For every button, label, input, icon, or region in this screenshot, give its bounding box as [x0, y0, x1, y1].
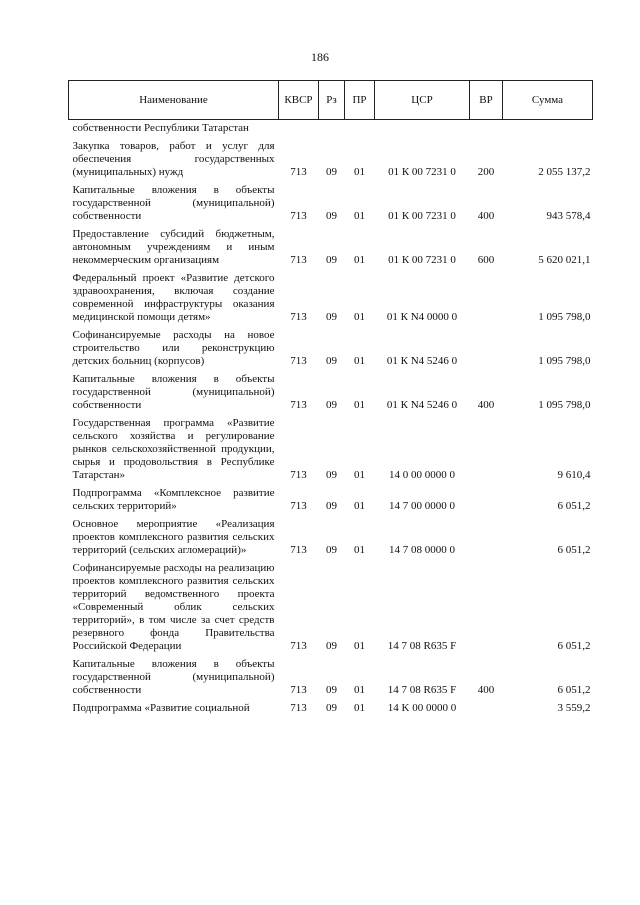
cell-csr: 14 K 00 0000 0	[387, 702, 457, 714]
cell-sum: 2 055 137,2	[538, 166, 591, 178]
table-body	[69, 120, 593, 719]
cell-sum: 5 620 021,1	[538, 254, 591, 266]
cell-csr: 14 0 00 0000 0	[389, 469, 455, 481]
table-row	[69, 270, 593, 327]
cell-rz: 09	[326, 311, 337, 323]
cell-csr	[375, 120, 470, 139]
cell-kvsr: 713	[290, 254, 307, 266]
cell-rz: 09	[326, 210, 337, 222]
cell-kvsr: 713	[290, 166, 307, 178]
header-sum: Сумма	[503, 81, 593, 120]
table-row	[69, 700, 593, 718]
table-row	[69, 182, 593, 226]
cell-rz: 09	[326, 254, 337, 266]
cell-rz	[319, 120, 345, 139]
cell-kvsr: 713	[290, 469, 307, 481]
header-pr: ПР	[345, 81, 375, 120]
cell-csr: 01 К 00 7231 0	[388, 166, 456, 178]
cell-name: Основное мероприятие «Реализация проектов комплексного развития сельских территорий (сельских агломераций)»	[72, 518, 275, 556]
table-row	[69, 138, 593, 182]
cell-sum: 3 559,2	[557, 702, 591, 714]
cell-pr: 01	[354, 684, 365, 696]
cell-vr: 400	[477, 210, 495, 222]
cell-csr: 14 7 00 0000 0	[389, 500, 455, 512]
cell-name: Софинансируемые расходы на новое строительство или реконструкцию детских больниц (корпусов)	[72, 329, 275, 367]
cell-name: Федеральный проект «Развитие детского здравоохранения, включая создание современной инфраструктуры оказания медицинской помощи детям»	[72, 272, 275, 323]
table-header-row	[69, 81, 593, 120]
cell-csr: 01 К 00 7231 0	[388, 210, 456, 222]
cell-vr	[470, 120, 503, 139]
cell-name: Подпрограмма «Комплексное развитие сельских территорий»	[72, 487, 275, 512]
cell-vr: 400	[477, 399, 495, 411]
cell-rz: 09	[326, 399, 337, 411]
cell-vr	[470, 485, 503, 516]
cell-pr: 01	[354, 399, 365, 411]
cell-name: Подпрограмма «Развитие социальной	[72, 702, 250, 714]
cell-kvsr: 713	[290, 399, 307, 411]
cell-name: Закупка товаров, работ и услуг для обеспечения государственных (муниципальных) нужд	[72, 140, 275, 178]
table-row	[69, 226, 593, 270]
cell-rz: 09	[326, 702, 337, 714]
cell-sum: 6 051,2	[557, 544, 591, 556]
cell-sum: 1 095 798,0	[538, 399, 591, 411]
cell-rz: 09	[326, 469, 337, 481]
cell-pr: 01	[354, 311, 365, 323]
table-row	[69, 120, 593, 139]
cell-vr	[470, 415, 503, 485]
cell-sum: 6 051,2	[557, 500, 591, 512]
cell-csr: 01 К N4 5246 0	[386, 399, 458, 411]
table-row	[69, 516, 593, 560]
cell-pr: 01	[354, 355, 365, 367]
cell-name: Капитальные вложения в объекты государственной (муниципальной) собственности	[72, 373, 275, 411]
cell-csr: 01 К N4 0000 0	[386, 311, 458, 323]
header-name: Наименование	[69, 81, 279, 120]
cell-kvsr: 713	[290, 210, 307, 222]
cell-pr: 01	[354, 702, 365, 714]
header-rz: Рз	[319, 81, 345, 120]
cell-vr	[470, 560, 503, 656]
cell-csr: 14 7 08 0000 0	[389, 544, 455, 556]
cell-vr: 400	[477, 684, 495, 696]
cell-pr: 01	[354, 500, 365, 512]
cell-kvsr: 713	[290, 500, 307, 512]
table-row	[69, 656, 593, 700]
cell-vr: 200	[477, 166, 495, 178]
table-row	[69, 371, 593, 415]
cell-sum: 6 051,2	[557, 640, 591, 652]
cell-kvsr: 713	[290, 355, 307, 367]
cell-kvsr: 713	[290, 311, 307, 323]
cell-kvsr: 713	[290, 544, 307, 556]
cell-rz: 09	[326, 544, 337, 556]
cell-name: Предоставление субсидий бюджетным, автономным учреждениям и иным некоммерческим организациям	[72, 228, 275, 266]
table-row	[69, 415, 593, 485]
cell-pr: 01	[354, 166, 365, 178]
cell-pr: 01	[354, 210, 365, 222]
cell-csr: 01 К N4 5246 0	[386, 355, 458, 367]
cell-pr: 01	[354, 254, 365, 266]
cell-vr: 600	[477, 254, 495, 266]
cell-sum: 1 095 798,0	[538, 355, 591, 367]
table-row	[69, 327, 593, 371]
cell-sum	[503, 120, 593, 139]
cell-csr: 01 К 00 7231 0	[388, 254, 456, 266]
cell-csr: 14 7 08 R635 F	[387, 684, 457, 696]
cell-name: Государственная программа «Развитие сельского хозяйства и регулирование рынков сельскохозяйственной продукции, сырья и продовольствия в Республике Татарстан»	[72, 417, 275, 481]
cell-kvsr	[279, 120, 319, 139]
cell-kvsr: 713	[290, 702, 307, 714]
cell-sum: 943 578,4	[546, 210, 591, 222]
cell-sum: 6 051,2	[557, 684, 591, 696]
cell-rz: 09	[326, 684, 337, 696]
cell-vr	[470, 700, 503, 718]
cell-rz: 09	[326, 166, 337, 178]
cell-vr	[470, 270, 503, 327]
cell-name: Софинансируемые расходы на реализацию проектов комплексного развития сельских территорий ведомственного проекта «Современный облик сельских территорий», в том числе за счет средств резервного фонда Правительства Российской Федерации	[72, 562, 275, 652]
cell-pr: 01	[354, 469, 365, 481]
cell-kvsr: 713	[290, 640, 307, 652]
header-csr: ЦСР	[375, 81, 470, 120]
cell-name: Капитальные вложения в объекты государственной (муниципальной) собственности	[72, 184, 275, 222]
cell-name: Капитальные вложения в объекты государственной (муниципальной) собственности	[72, 658, 275, 696]
header-kvsr: КВСР	[279, 81, 319, 120]
cell-rz: 09	[326, 355, 337, 367]
table-row	[69, 485, 593, 516]
cell-kvsr: 713	[290, 684, 307, 696]
cell-sum: 9 610,4	[557, 469, 591, 481]
cell-pr	[345, 120, 375, 139]
cell-vr	[470, 327, 503, 371]
page-number: 186	[311, 50, 329, 64]
cell-vr	[470, 516, 503, 560]
cell-rz: 09	[326, 500, 337, 512]
budget-table	[68, 80, 593, 718]
cell-name: собственности Республики Татарстан	[72, 122, 249, 134]
header-vr: ВР	[470, 81, 503, 120]
cell-pr: 01	[354, 544, 365, 556]
cell-sum: 1 095 798,0	[538, 311, 591, 323]
cell-csr: 14 7 08 R635 F	[387, 640, 457, 652]
table-row	[69, 560, 593, 656]
cell-pr: 01	[354, 640, 365, 652]
cell-rz: 09	[326, 640, 337, 652]
